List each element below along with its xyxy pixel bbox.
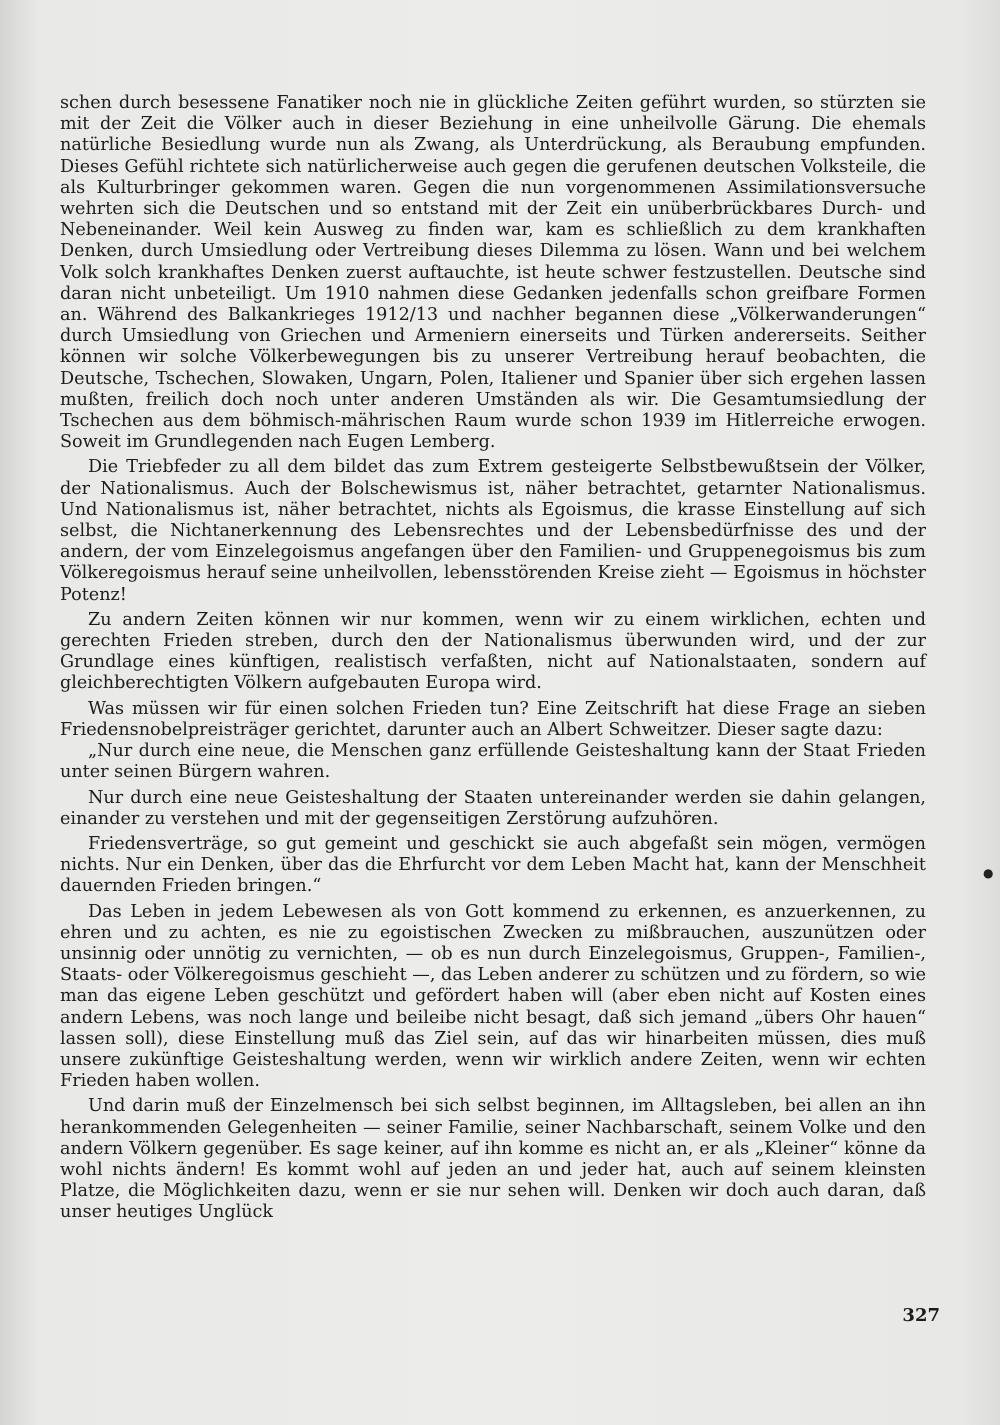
- paragraph-2: Die Triebfeder zu all dem bildet das zum Extrem gesteigerte Selbstbewußtsein der Völker, der Nationalismus. Auch der Bolschewismus ist, näher betrachtet, getarnter Nationalismus. Und Nationalismus ist, näher betrachtet, nichts als Egoismus, die krasse Einstellung auf sich selbst, die Nichtanerkennung des Lebensrechtes und der Lebensbedürfnisse des und der andern, der vom Einzelegoismus angefangen über den Familien- und Gruppenegoismus bis zum Völkeregoismus herauf seine unheilvollen, lebensstörenden Kreise zieht — Egoismus in höchster Potenz!: [60, 457, 926, 605]
- body-text: [60, 93, 926, 1228]
- quote-paragraph-3: Friedensverträge, so gut gemeint und geschickt sie auch abgefaßt sein mögen, vermögen nichts. Nur ein Denken, über das die Ehrfurcht vor dem Leben Macht hat, kann der Menschheit dauernden Frieden bringen.“: [60, 833, 926, 897]
- quote-paragraph-2: Nur durch eine neue Geisteshaltung der Staaten untereinander werden sie dahin gelangen, einander zu verstehen und mit der gegenseitigen Zerstörung aufzuhören.: [60, 787, 926, 829]
- margin-mark-icon: ●: [983, 866, 994, 880]
- page-number: 327: [902, 1305, 940, 1326]
- paragraph-3: Zu andern Zeiten können wir nur kommen, wenn wir zu einem wirklichen, echten und gerechten Frieden streben, durch den der Nationalismus überwunden wird, und der zur Grundlage eines künftigen, realistisch verfaßten, nicht auf Nationalstaaten, sondern auf gleichberechtigten Völkern aufgebauten Europa wird.: [60, 609, 926, 694]
- paragraph-1: schen durch besessene Fanatiker noch nie in glückliche Zeiten geführt wurden, so stürzten sie mit der Zeit die Völker auch in dieser Beziehung in eine unheilvolle Gärung. Die ehemals natürliche Besiedlung wurde nun als Zwang, als Unterdrückung, als Beraubung empfunden. Dieses Gefühl richtete sich natürlicherweise auch gegen die gerufenen deutschen Volksteile, die als Kulturbringer gekommen waren. Gegen die nun vorgenommenen Assimilationsversuche wehrten sich die Deutschen und so entstand mit der Zeit ein unüberbrückbares Durch- und Nebeneinander. Weil kein Ausweg zu finden war, kam es schließlich zu dem krankhaften Denken, durch Umsiedlung oder Vertreibung dieses Dilemma zu lösen. Wann und bei welchem Volk solch krankhaftes Denken zuerst auftauchte, ist heute schwer festzustellen. Deutsche sind daran nicht unbeteiligt. Um 1910 nahmen diese Gedanken jedenfalls schon greifbare Formen an. Während des Balkankrieges 1912/13 und nachher begannen diese „Völkerwanderungen“ durch Umsiedlung von Griechen und Armeniern einerseits und Türken andererseits. Seither können wir solche Völkerbewegungen bis zu unserer Vertreibung herauf beobachten, die Deutsche, Tschechen, Slowaken, Ungarn, Polen, Italiener und Spanier über sich ergehen lassen mußten, freilich doch noch unter anderen Umständen als wir. Die Gesamtumsiedlung der Tschechen aus dem böhmisch-mährischen Raum wurde schon 1939 im Hitlerreiche erwogen. Soweit im Grundlegenden nach Eugen Lemberg.: [60, 93, 926, 453]
- quote-paragraph-1: „Nur durch eine neue, die Menschen ganz erfüllende Geisteshaltung kann der Staat Frieden unter seinen Bürgern wahren.: [60, 741, 926, 783]
- paragraph-4: Was müssen wir für einen solchen Frieden tun? Eine Zeitschrift hat diese Frage an sieben Friedensnobelpreisträger gerichtet, darunter auch an Albert Schweitzer. Dieser sagte dazu:: [60, 698, 926, 740]
- paragraph-9: Und darin muß der Einzelmensch bei sich selbst beginnen, im Alltagsleben, bei allen an ihn herankommenden Gelegenheiten — seiner Familie, seiner Nachbarschaft, seinem Volke und den andern Völkern gegenüber. Es sage keiner, auf ihn komme es nicht an, er als „Kleiner“ könne da wohl nichts ändern! Es kommt wohl auf jeden an und jeder hat, auch auf seinem kleinsten Platze, die Möglichkeiten dazu, wenn er sie nur sehen will. Denken wir doch auch daran, daß unser heutiges Unglück: [60, 1096, 926, 1223]
- paragraph-8: Das Leben in jedem Lebewesen als von Gott kommend zu erkennen, es anzuerkennen, zu ehren und zu achten, es nie zu egoistischen Zwecken zu mißbrauchen, auszunützen oder unsinnig oder unnötig zu vernichten, — ob es nun durch Einzelegoismus, Gruppen-, Familien-, Staats- oder Völkeregoismus geschieht —, das Leben anderer zu schützen und zu fördern, so wie man das eigene Leben geschützt und gefördert haben will (aber eben nicht auf Kosten eines andern Lebens, was noch lange und beileibe nicht besagt, daß sich jemand „übers Ohr hauen“ lassen soll), diese Einstellung muß das Ziel sein, auf das wir hinarbeiten müssen, dies muß unsere zukünftige Geisteshaltung werden, wenn wir wirklich andere Zeiten, wenn wir echten Frieden haben wollen.: [60, 901, 926, 1092]
